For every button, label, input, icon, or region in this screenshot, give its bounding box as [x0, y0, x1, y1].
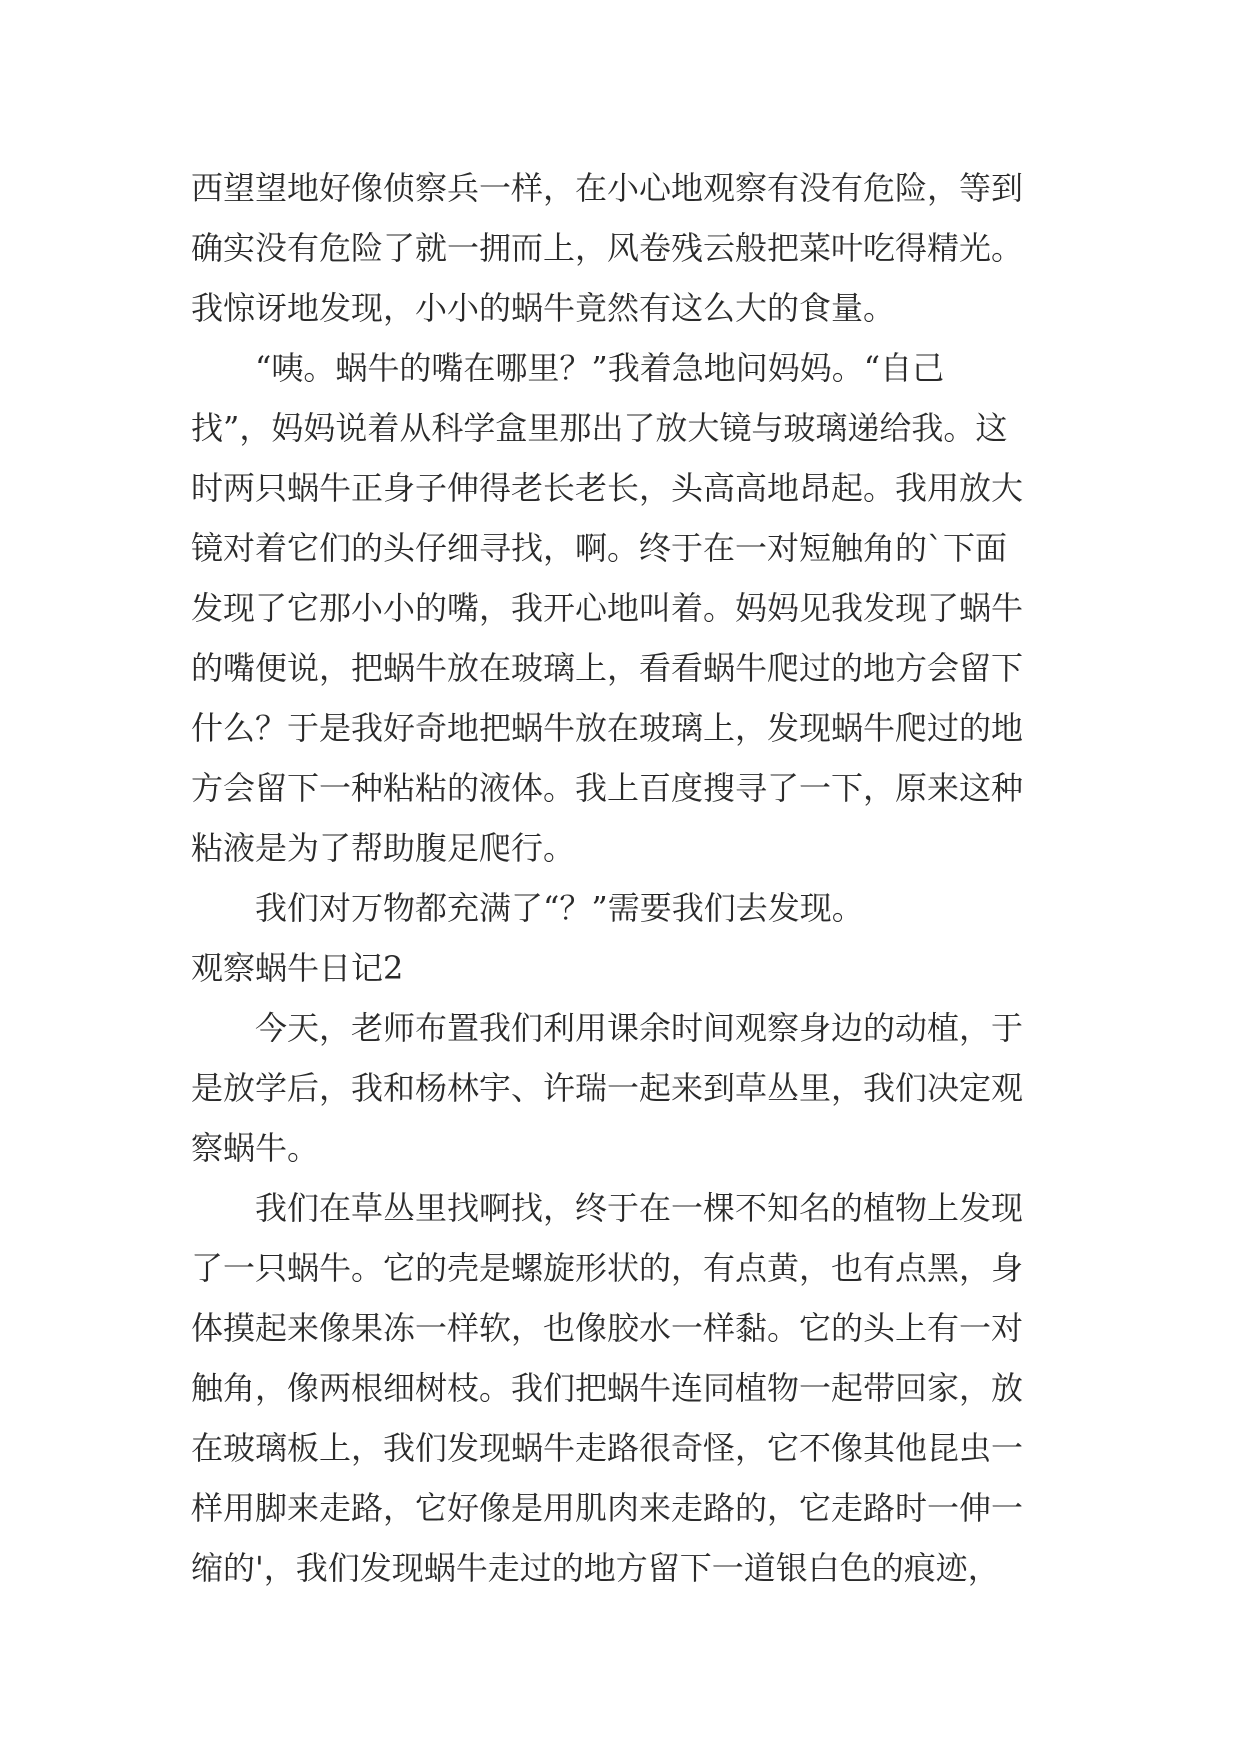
text-line: 体摸起来像果冻一样软，也像胶水一样黏。它的头上有一对 [191, 1309, 1024, 1347]
text-line: 镜对着它们的头仔细寻找，啊。终于在一对短触角的`下面 [191, 529, 1008, 567]
text-line: 我们对万物都充满了“？”需要我们去发现。 [255, 889, 864, 927]
text-line: 我们在草丛里找啊找，终于在一棵不知名的植物上发现 [255, 1189, 1024, 1227]
text-line: 是放学后，我和杨林宇、许瑞一起来到草丛里，我们决定观 [191, 1069, 1024, 1107]
text-line: 观察蜗牛日记2 [191, 949, 404, 987]
text-line: 西望望地好像侦察兵一样，在小心地观察有没有危险，等到 [191, 169, 1024, 207]
text-line: 粘液是为了帮助腹足爬行。 [191, 829, 576, 867]
text-line: 找”，妈妈说着从科学盒里那出了放大镜与玻璃递给我。这 [191, 409, 1008, 447]
text-line: 的嘴便说，把蜗牛放在玻璃上，看看蜗牛爬过的地方会留下 [191, 649, 1024, 687]
text-line: 缩的'，我们发现蜗牛走过的地方留下一道银白色的痕迹， [191, 1549, 1000, 1587]
text-line: 什么？于是我好奇地把蜗牛放在玻璃上，发现蜗牛爬过的地 [191, 709, 1024, 747]
text-line: “咦。蜗牛的嘴在哪里？”我着急地问妈妈。“自己 [255, 349, 945, 387]
text-line: 时两只蜗牛正身子伸得老长老长，头高高地昂起。我用放大 [191, 469, 1024, 507]
body-text [191, 158, 1071, 1598]
text-line: 在玻璃板上，我们发现蜗牛走路很奇怪，它不像其他昆虫一 [191, 1429, 1024, 1467]
text-line: 触角，像两根细树枝。我们把蜗牛连同植物一起带回家，放 [191, 1369, 1024, 1407]
text-line: 我惊讶地发现，小小的蜗牛竟然有这么大的食量。 [191, 289, 896, 327]
text-line: 了一只蜗牛。它的壳是螺旋形状的，有点黄，也有点黑，身 [191, 1249, 1024, 1287]
text-line: 察蜗牛。 [191, 1129, 320, 1167]
text-line: 方会留下一种粘粘的液体。我上百度搜寻了一下，原来这种 [191, 769, 1024, 807]
text-line: 确实没有危险了就一拥而上，风卷残云般把菜叶吃得精光。 [191, 229, 1024, 267]
text-line: 发现了它那小小的嘴，我开心地叫着。妈妈见我发现了蜗牛 [191, 589, 1024, 627]
text-line: 样用脚来走路，它好像是用肌肉来走路的，它走路时一伸一 [191, 1489, 1024, 1527]
text-line: 今天，老师布置我们利用课余时间观察身边的动植，于 [255, 1009, 1024, 1047]
